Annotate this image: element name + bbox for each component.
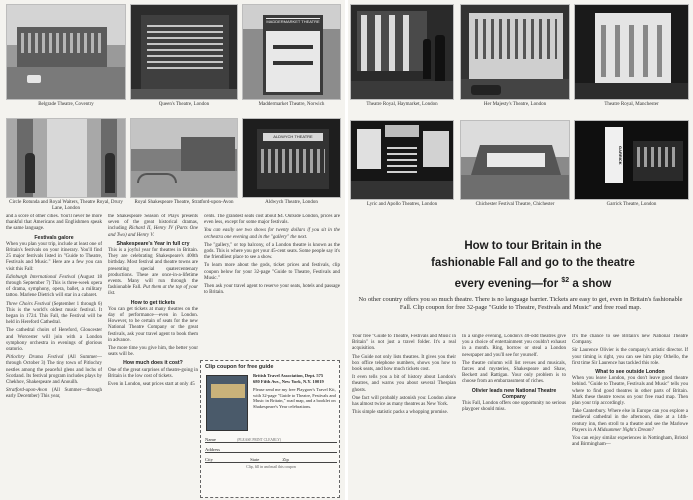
coupon-name-field[interactable]: [205, 437, 337, 443]
intro-text: and a score of other cities. You'll never be more thankful that Americans and Englishmen speak the same language.: [6, 214, 102, 232]
edinburgh-text: (August 18 through September 7) This is three-week opera of drama, symphony, opera, ballet, a military tattoo. Marlene Dietrich will star in a cabaret.: [6, 274, 102, 299]
canterbury-play: A Midsummer Night's Dream?: [593, 427, 655, 433]
cathedral-choirs-text: The cathedral choirs of Hereford, Gloucester and Worcester will join with a London symphony orchestra in evenings of glorious oratorio.: [6, 328, 102, 353]
headline-line-3-pre: every evening—for: [454, 277, 562, 290]
photo-lyric-apollo-theatres: [350, 120, 454, 200]
tickets-heading: How to get tickets: [130, 299, 176, 306]
learn-more-text: To learn more about the gods, ticket prices and festivals, clip coupon below for your 32-page "Guide to Theatre, Festivals and Music.": [204, 263, 340, 281]
garrick-sign: GARRICK: [605, 127, 623, 183]
state-label: State: [250, 457, 260, 462]
cost-text: One of the great surprises of theatre-going in Britain is the low cost of tickets.: [108, 367, 198, 379]
zip-label: Zip: [282, 457, 289, 462]
cost-text-2: Even in London, seat prices start at only 45: [108, 382, 195, 388]
coupon-title: Clip coupon for free guide: [205, 364, 274, 370]
coupon-city-state-zip-field[interactable]: [205, 457, 337, 463]
olivier-text: Sir Laurence Olivier is the company's artistic director. If your timing is right, you can see him play Othello, the first time Sir Laurence has tackled this role.: [572, 348, 688, 366]
headline-price: $2: [561, 277, 570, 284]
three-choirs-name: Three Choirs Festival: [6, 301, 51, 307]
photo-drury-lane-rotunda: [6, 118, 126, 198]
photo-queens-theatre: [130, 4, 238, 100]
headline-line-3: [388, 272, 678, 293]
caption-belgrade: Belgrade Theatre, Coventry: [38, 102, 94, 107]
prices-text: cents. The grandest seats cost about $4. Outside London, prices are even less, except for some major festivals.: [204, 214, 340, 226]
right-page: [348, 0, 693, 500]
season-plays: Richard II, Henry IV (Parts One and Two) and Henry V.: [108, 226, 198, 238]
coupon-address-line1: British Travel Association, Dept. 575: [253, 373, 324, 378]
caption-haymarket: Theatre Royal, Haymarket, London: [366, 102, 438, 107]
history-text: It even tells you a bit of history about London's theatres, and warns you about several Thespian ghosts.: [352, 375, 456, 393]
photo-royal-shakespeare-theatre: [130, 118, 238, 198]
stratford-text: (All Summer—through early December) This year,: [6, 388, 102, 400]
theatre-column-text: The theatre column will list revues and musicals, farces and mysteries, Shakespeare and Shaw, Beckett and Rattigan. Your only problem is to choose from an embarrassment of riches.: [462, 360, 566, 385]
pitlochry-text: (All Summer—through October 3) The tiny town of Pitlochry nestles among the peaceful glens and lochs of Scotland. Its festival program includes plays by Chekhov, Shakespeare and Anouilh.: [6, 355, 102, 386]
aldwych-sign: ALDWYCH THEATRE: [263, 133, 323, 141]
shakespeare-year-heading: Shakespeare's Year in full cry: [116, 240, 190, 247]
caption-garrick: Garrick Theatre, London: [606, 202, 657, 207]
right-column-3: [572, 334, 688, 498]
outside-london-heading: What to see outside London: [595, 369, 665, 376]
olivier-heading: Olivier leads new National Theatre Company: [471, 387, 557, 400]
guide-lists-text: The Guide not only lists theatres. It gives you their box office telephone numbers, shows you how to book seats, and how much tickets cost.: [352, 354, 456, 373]
pitlochry-festival: [6, 355, 102, 386]
photo-aldwych-theatre: [242, 118, 341, 198]
statistic-text: This simple statistic packs a whopping promise.: [352, 410, 448, 416]
city-label: City: [205, 457, 213, 462]
tickets-text-2: The more time you give him, the better your seats will be.: [108, 346, 198, 358]
photo-theatre-royal-haymarket: [350, 4, 454, 100]
gods-text: The "gallery," or top balcony, of a London theatre is known as the gods. This is where you get your 45-cent seats. Some people say it's the friendliest place to see a show.: [204, 242, 340, 261]
shakespeare-year-text: [108, 248, 198, 298]
photo-chichester-festival-theatre: [460, 120, 570, 200]
tickets-text: You can get tickets at many theatres on the day of performance—even in London. However, to be certain of seats for the new National Theatre Company or the great festivals, ask your travel agent to book them in advance.: [108, 306, 198, 343]
season-text-body: the Shakespeare Season of Plays presents seven of the great historical dramas, including: [108, 214, 198, 232]
caption-drury-lane: Circle Rotunda and Royal Waiters, Theatre Royal, Drury Lane, London: [9, 200, 123, 211]
right-column-1: [352, 334, 456, 498]
caption-maddermarket: Maddermarket Theatre, Norwich: [258, 102, 325, 107]
canterbury-text: [572, 409, 688, 434]
headline: [388, 238, 678, 293]
guide-booklet-image: [206, 375, 248, 431]
three-choirs-text: (September 1 through 6) This is the world's oldest music festival. It began in 1724. This Fall, the Festival will be held in Hereford Cathedral.: [6, 301, 102, 326]
left-column-3: [204, 214, 340, 356]
caption-queens: Queen's Theatre, London: [158, 102, 210, 107]
name-hint: (PLEASE PRINT CLEARLY): [237, 438, 282, 442]
headline-line-3-post: a show: [569, 277, 612, 290]
caption-royal-shakespeare: Royal Shakespeare Theatre, Stratford-upon-Avon: [134, 200, 234, 205]
caption-chichester: Chichester Festival Theatre, Chichester: [475, 202, 555, 207]
maddermarket-sign: MADDERMARKET THEATRE: [266, 19, 320, 31]
caption-her-majestys: Her Majesty's Theatre, London: [483, 102, 547, 107]
travel-agent-text: Then ask your travel agent to reserve your seats, hotels and passage to Britain.: [204, 284, 340, 296]
other-cities-text: You can enjoy similar experiences in Nottingham, Bristol and Birmingham—: [572, 436, 688, 448]
caption-aldwych: Aldwych Theatre, London: [265, 200, 318, 205]
opportunity-text: This Fall, London offers one opportunity no serious playgoer should miss.: [462, 401, 566, 413]
headline-line-1: How to tour Britain in the: [464, 240, 602, 252]
canterbury-body: Take Canterbury. Where else in Europe can you explore a medieval cathedral in the afternoon, dine at a 14th-century inn, then stroll to a theatre and see the Marlowe Players in: [572, 409, 688, 433]
coupon-address: [253, 373, 337, 409]
coupon-address-field[interactable]: [205, 447, 337, 453]
name-label: Name: [205, 437, 216, 442]
festivals-heading: Festivals galore: [34, 234, 74, 241]
photo-maddermarket-theatre: [242, 4, 341, 100]
coupon-address-line2: 680 Fifth Ave., New York, N.Y. 10019: [253, 378, 324, 384]
photo-theatre-royal-manchester: [574, 4, 689, 100]
subhead: No other country offers you so much theatre. There is no language barrier. Tickets are easy to get, even in Britain's fashionable Fall. Clip coupon for free 32-page "Guide to Theatre, Festivals and Music" and free road map.: [358, 296, 683, 311]
photo-her-majestys-theatre: [460, 4, 570, 100]
photo-garrick-theatre: [574, 120, 689, 200]
stratford-festival: [6, 388, 102, 400]
guide-text: Your free "Guide to Theatre, Festivals and Music in Britain" is not just a travel folder. It's a real acquisition.: [352, 334, 456, 352]
shakespeare-year-tip: Put them at the top of your list.: [108, 285, 198, 297]
stratford-name: Stratford-upon-Avon: [6, 388, 48, 394]
coupon-note: Clip, fill in and mail this coupon: [246, 465, 296, 469]
gallery-tip-text: You can easily see two shows for twenty dollars if you sit in the orchestra one evening and in the "gallery" the next.: [204, 228, 340, 240]
shakespeare-year-body: This is a joyful year for theatres in Britain. They are celebrating Shakespeare's 400th birthday. Most festival and theatre towns are presenting special quatercentenary productions. These are once-in-a-lifetime events. Many will run through the fashionable Fall.: [108, 248, 198, 291]
address-label: Address: [205, 447, 221, 452]
right-column-2: [462, 334, 566, 498]
festivals-text: When you plan your trip, include at least one of Britain's festivals on your itinerary. You'll find 25 major festivals listed in "Guide to Theatre, Festivals and Music." Here are a few you can visit this Fall:: [6, 241, 102, 272]
national-theatre-text: It's the chance to see Britain's new National Theatre Company.: [572, 334, 688, 346]
edinburgh-name: Edinburgh International Festival: [6, 274, 76, 280]
left-column-1: [6, 214, 102, 498]
three-choirs-festival: [6, 302, 102, 327]
left-page: [0, 0, 345, 500]
season-text: [108, 214, 198, 239]
pitlochry-name: Pitlochry Drama Festival: [6, 355, 64, 361]
photo-belgrade-theatre: [6, 4, 126, 100]
caption-manchester: Theatre Royal, Manchester: [604, 102, 659, 107]
left-column-2: [108, 214, 198, 498]
coupon-form[interactable]: [200, 360, 340, 498]
london-fact-text: One fact will probably astonish you: London alone has almost twice as many theatres as New York.: [352, 395, 456, 408]
headline-line-2: fashionable Fall and go to the theatre: [431, 257, 635, 269]
outside-london-text: When you leave London, you don't leave good theatre behind. "Guide to Theatre, Festivals and Music" tells you where to find good theatres in other parts of Britain. Mark these theatre towns on your free road map. Then plan your trip accordingly.: [572, 376, 688, 407]
coupon-body: Please send me my free Playgoer's Travel Kit, with 32-page "Guide to Theatre, Festivals and Music in Britain," road map, and a booklet on Shakespeare's Year celebrations.: [253, 387, 336, 409]
caption-lyric-apollo: Lyric and Apollo Theatres, London: [366, 202, 438, 207]
london-theatres-text: In a single evening, London's 40-odd theatres give you a choice of entertainment you couldn't exhaust in a month. Ring, borrow or steal a London newspaper and you'll see for yourself.: [462, 334, 566, 358]
edinburgh-festival: [6, 275, 102, 300]
gallery-tip: [204, 228, 340, 240]
cost-heading: How much does it cost?: [123, 360, 183, 367]
